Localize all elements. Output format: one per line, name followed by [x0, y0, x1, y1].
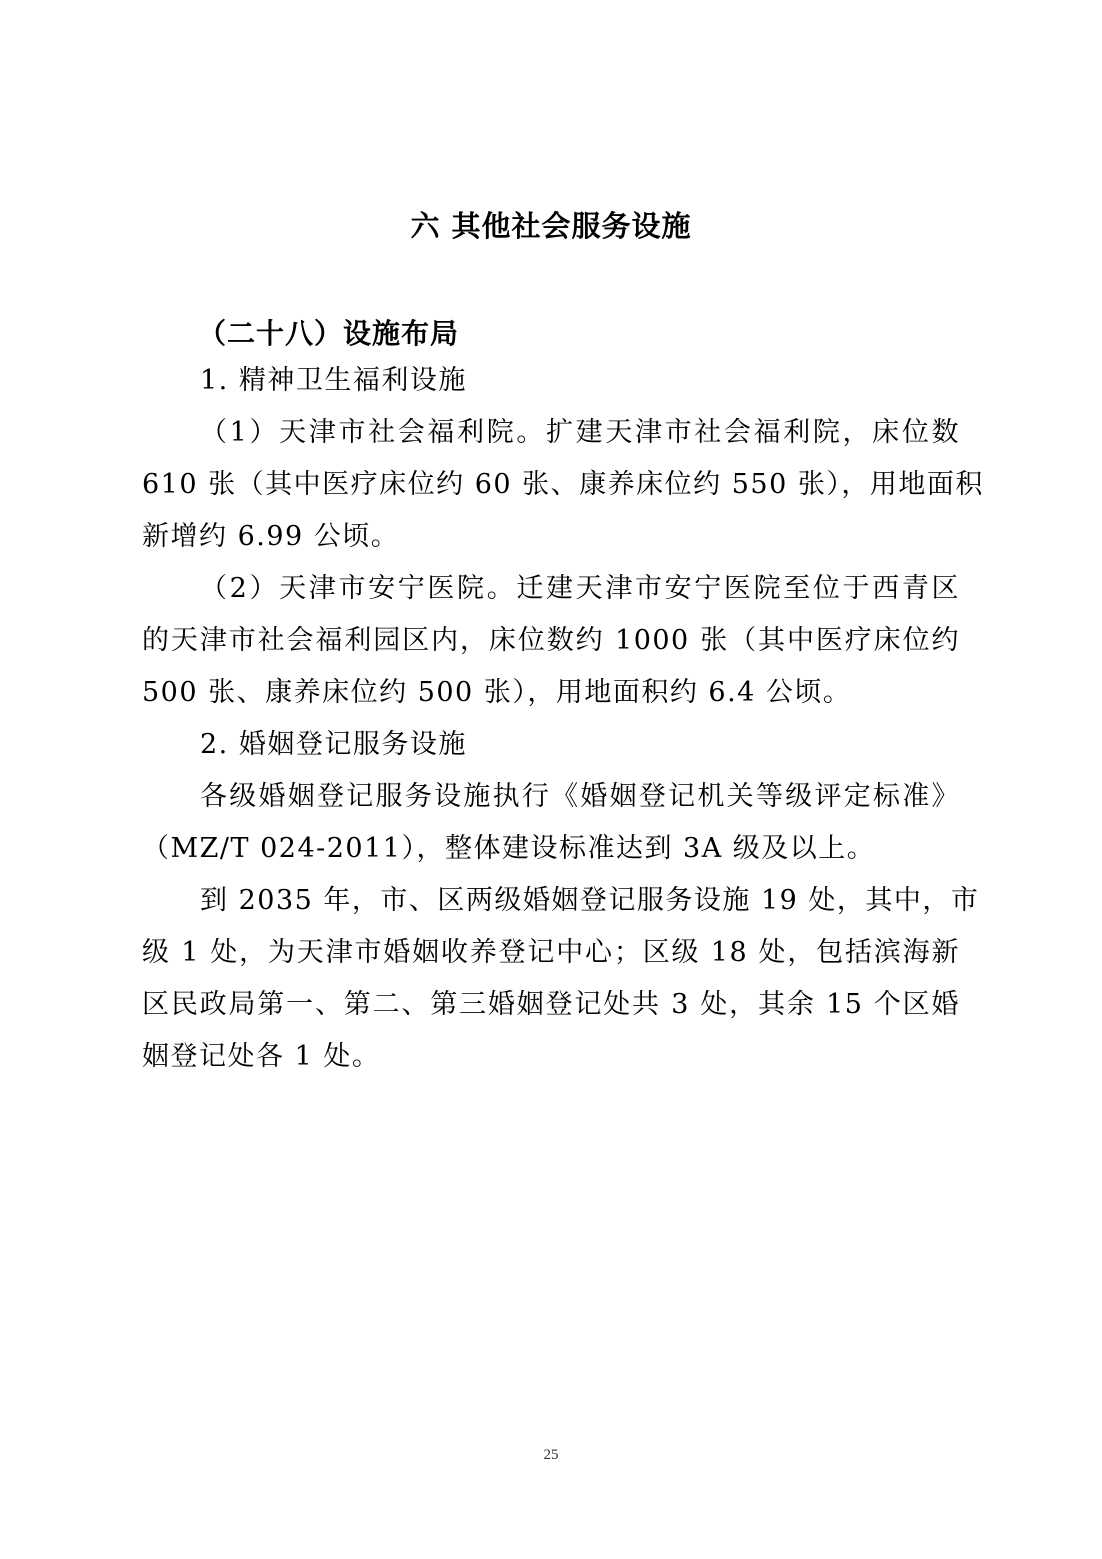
paragraph-line: 新增约 6.99 公顷。	[142, 521, 400, 552]
paragraph-line: 的天津市社会福利园区内，床位数约 1000 张（其中医疗床位约	[142, 625, 960, 656]
paragraph-line: 级 1 处，为天津市婚姻收养登记中心；区级 18 处，包括滨海新	[142, 937, 960, 968]
paragraph-line: （1）天津市社会福利院。扩建天津市社会福利院，床位数	[200, 417, 960, 448]
paragraph-line: （MZ/T 024-2011），整体建设标准达到 3A 级及以上。	[142, 833, 876, 864]
paragraph-line: 区民政局第一、第二、第三婚姻登记处共 3 处，其余 15 个区婚	[142, 989, 960, 1020]
body-content	[142, 355, 984, 1083]
section-title: （二十八）设施布局	[198, 317, 460, 350]
page-number: 25	[543, 1447, 559, 1463]
chapter-title: 六 其他社会服务设施	[410, 209, 692, 243]
paragraph-line: 500 张、康养床位约 500 张），用地面积约 6.4 公顷。	[142, 677, 852, 708]
subsection-heading-2: 2. 婚姻登记服务设施	[200, 729, 467, 760]
paragraph-line: 到 2035 年，市、区两级婚姻登记服务设施 19 处，其中，市	[200, 885, 980, 916]
paragraph-line: 姻登记处各 1 处。	[142, 1041, 381, 1072]
paragraph-line: 各级婚姻登记服务设施执行《婚姻登记机关等级评定标准》	[200, 781, 960, 812]
subsection-heading-1: 1. 精神卫生福利设施	[200, 365, 467, 396]
paragraph-line: （2）天津市安宁医院。迁建天津市安宁医院至位于西青区	[200, 573, 960, 604]
paragraph-line: 610 张（其中医疗床位约 60 张、康养床位约 550 张），用地面积	[142, 469, 984, 500]
